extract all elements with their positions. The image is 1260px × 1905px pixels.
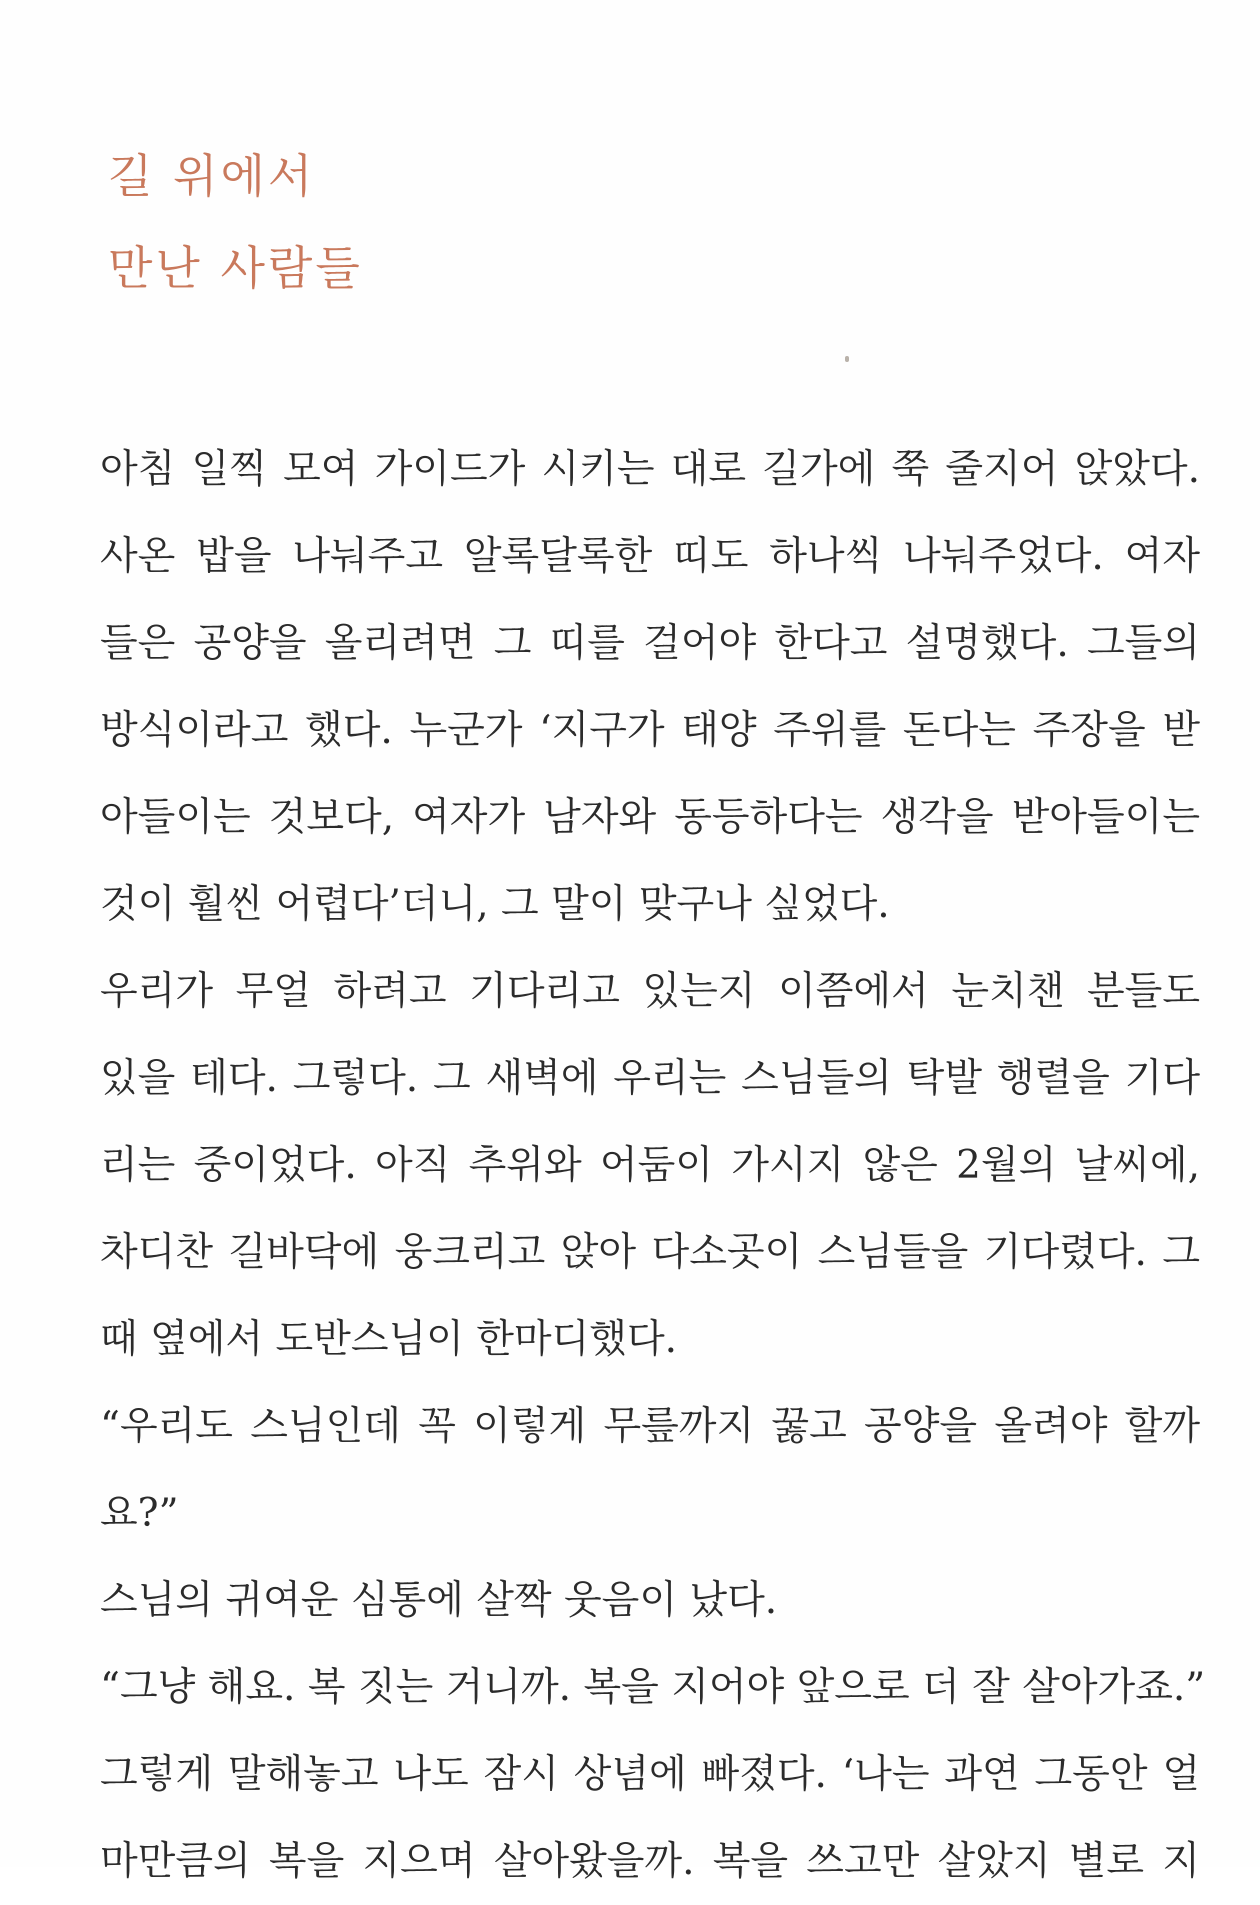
chapter-title-line-2: 만난 사람들 [108, 241, 363, 295]
body-text [100, 426, 1206, 1905]
body-line: 그렇게 말해놓고 나도 잠시 상념에 빠졌다. ‘나는 과연 그동안 얼 [100, 1752, 1200, 1797]
chapter-title [108, 130, 363, 314]
body-line: 아침 일찍 모여 가이드가 시키는 대로 길가에 쭉 줄지어 앉았다. [100, 447, 1200, 492]
body-line: 사온 밥을 나눠주고 알록달록한 띠도 하나씩 나눠주었다. 여자 [100, 534, 1200, 579]
body-line: 차디찬 길바닥에 웅크리고 앉아 다소곳이 스님들을 기다렸다. 그 [100, 1230, 1200, 1275]
body-line: 것이 훨씬 어렵다’더니, 그 말이 맞구나 싶었다. [100, 882, 890, 927]
paper-speck [845, 356, 849, 362]
body-line: 아들이는 것보다, 여자가 남자와 동등하다는 생각을 받아들이는 [100, 795, 1200, 840]
body-line: 있을 테다. 그렇다. 그 새벽에 우리는 스님들의 탁발 행렬을 기다 [100, 1056, 1200, 1101]
body-line: 요?” [100, 1491, 179, 1536]
body-line: 들은 공양을 올리려면 그 띠를 걸어야 한다고 설명했다. 그들의 [100, 621, 1200, 666]
body-line: 방식이라고 했다. 누군가 ‘지구가 태양 주위를 돈다는 주장을 받 [100, 708, 1200, 753]
body-line: 마만큼의 복을 지으며 살아왔을까. 복을 쓰고만 살았지 별로 지 [100, 1839, 1200, 1884]
chapter-title-line-1: 길 위에서 [108, 149, 316, 203]
body-line: “우리도 스님인데 꼭 이렇게 무릎까지 꿇고 공양을 올려야 할까 [100, 1404, 1200, 1449]
body-line: “그냥 해요. 복 짓는 거니까. 복을 지어야 앞으로 더 잘 살아가죠.” [100, 1665, 1206, 1710]
body-line: 우리가 무얼 하려고 기다리고 있는지 이쯤에서 눈치챈 분들도 [100, 969, 1200, 1014]
body-line: 리는 중이었다. 아직 추위와 어둠이 가시지 않은 2월의 날씨에, [100, 1143, 1200, 1188]
body-line: 스님의 귀여운 심통에 살짝 웃음이 났다. [100, 1578, 778, 1623]
body-line: 때 옆에서 도반스님이 한마디했다. [100, 1317, 678, 1362]
